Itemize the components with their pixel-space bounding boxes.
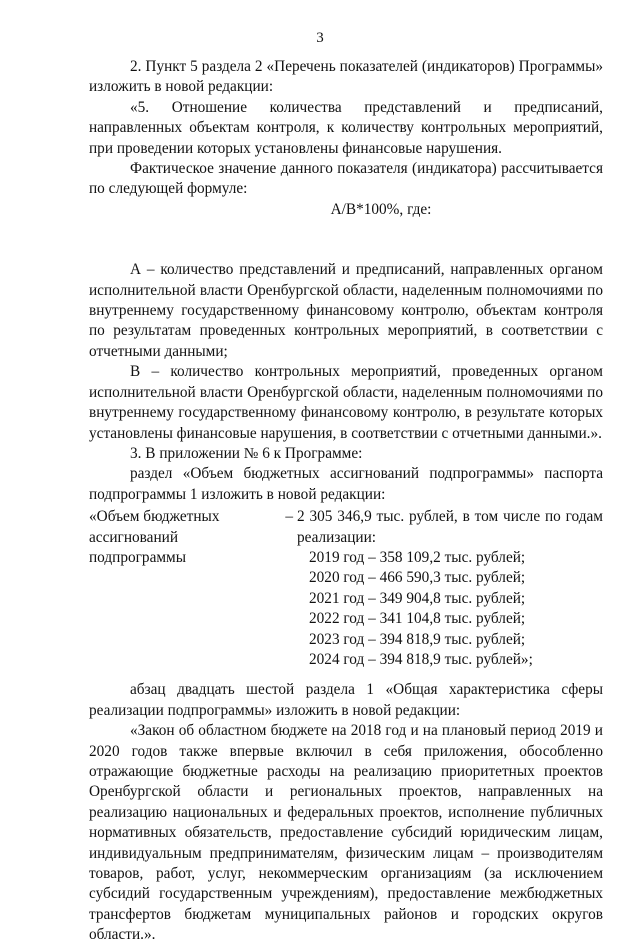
paragraph-passport-section: раздел «Объем бюджетных ассигнований подпрограммы» паспорта подпрограммы 1 изложить в новой редакции:	[89, 465, 603, 503]
paragraph-budget-law: «Закон об областном бюджете на 2018 год и на плановый период 2019 и 2020 годов также впервые включил в себя приложения, обособленно отражающие бюджетные расходы на реализацию приоритетных проектов Оренбургской области и региональных проектов, направленных на реализацию национальных и федеральных проектов, исполнение публичных нормативных обязательств, предоставление субсидий юридическим лицам, индивидуальным предпринимателям, физическим лицам – производителям товаров, работ, услуг, некоммерческим организациям (за исключением субсидий государственным учреждениям), предоставление межбюджетных трансфертов бюджетам муниципальных районов и городских округов области.».	[89, 722, 603, 944]
paragraph-item-2: 2. Пункт 5 раздела 2 «Перечень показателей (индикаторов) Программы» изложить в новой редакции:	[89, 58, 603, 96]
budget-year-row: 2020 год – 466 590,3 тыс. рублей;	[309, 569, 526, 587]
budget-year-row: 2024 год – 394 818,9 тыс. рублей»;	[309, 650, 533, 668]
page-number: 3	[316, 30, 324, 46]
paragraph-item-3: 3. В приложении № 6 к Программе:	[130, 444, 363, 462]
budget-table-values	[297, 507, 603, 670]
budget-total: 2 305 346,9 тыс. рублей, в том числе по годам реализации:	[297, 508, 603, 546]
budget-year-row: 2019 год – 358 109,2 тыс. рублей;	[309, 548, 526, 566]
paragraph-indicator-5: «5. Отношение количества представлений и предписаний, направленных объектам контроля, к количеству контрольных мероприятий, при проведении которых установлены финансовые нарушения.	[89, 98, 603, 157]
budget-year-row: 2021 год – 349 904,8 тыс. рублей;	[309, 589, 526, 607]
spacer	[89, 670, 603, 680]
document-body	[89, 57, 603, 946]
paragraph-section-1: абзац двадцать шестой раздела 1 «Общая характеристика сферы реализации подпрограммы» изложить в новой редакции:	[89, 681, 603, 719]
budget-year-row: 2022 год – 341 104,8 тыс. рублей;	[309, 610, 526, 628]
definition-b: В – количество контрольных мероприятий, проведенных органом исполнительной власти Оренбургской области, наделенным полномочиями по внутреннему государственному финансовому контролю, в результате которых установлены финансовые нарушения, в соответствии с отчетными данными.».	[89, 363, 603, 442]
budget-table-dash: –	[285, 508, 293, 526]
budget-year-row: 2023 год – 394 818,9 тыс. рублей;	[309, 630, 526, 648]
formula: А/В*100%, где:	[330, 200, 432, 218]
spacer	[89, 240, 603, 260]
spacer	[89, 220, 603, 240]
definition-a: А – количество представлений и предписаний, направленных органом исполнительной власти Оренбургской области, наделенным полномочиями по внутреннему государственному финансовому контролю, объектам контроля по результатам проведенных контрольных мероприятий, в соответствии с отчетными данными;	[89, 261, 603, 360]
paragraph-formula-intro: Фактическое значение данного показателя (индикатора) рассчитывается по следующей формуле:	[89, 160, 603, 198]
budget-table-label: «Объем бюджетных ассигнований подпрограммы	[89, 508, 220, 566]
budget-table	[89, 507, 603, 670]
